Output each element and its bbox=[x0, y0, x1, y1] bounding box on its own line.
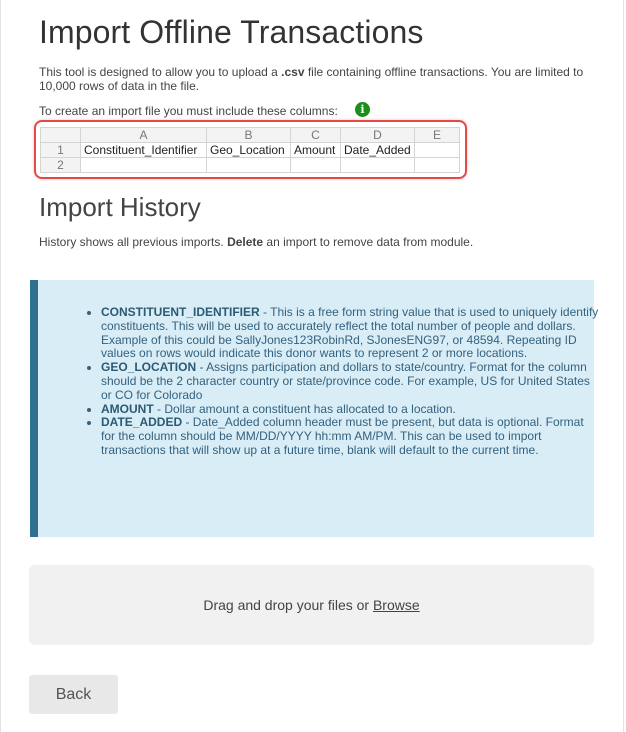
file-dropzone[interactable] bbox=[29, 565, 594, 645]
columns-note: To create an import file you must include these columns: bbox=[39, 104, 338, 118]
column-letter-row bbox=[41, 128, 460, 143]
sample-spreadsheet bbox=[34, 120, 467, 179]
csv-extension: .csv bbox=[281, 65, 305, 79]
page-title: Import Offline Transactions bbox=[39, 14, 424, 50]
header-cell bbox=[415, 143, 460, 158]
column-letter: E bbox=[415, 128, 460, 143]
spreadsheet-row bbox=[41, 143, 460, 158]
empty-cell bbox=[341, 158, 415, 173]
column-definitions-box bbox=[30, 280, 599, 537]
empty-cell bbox=[291, 158, 341, 173]
browse-link[interactable]: Browse bbox=[372, 597, 420, 613]
definition-text: - Date_Added column header must be present, but data is optional. Format for the column should be MM/DD/YYYY hh:mm AM/PM. This can be used to import transactions that will show up at a future time, blank will default to the current time. bbox=[101, 415, 584, 457]
definition-item bbox=[101, 361, 601, 402]
intro-text: This tool is designed to allow you to upload a .csv file containing offline transactions. You are limited to 10,000 rows of data in the file. bbox=[39, 65, 584, 93]
definition-item bbox=[101, 306, 601, 361]
header-cell: Geo_Location bbox=[207, 143, 291, 158]
header-cell: Constituent_Identifier bbox=[81, 143, 207, 158]
corner-cell bbox=[41, 128, 81, 143]
column-letter: B bbox=[207, 128, 291, 143]
dropzone-text: Drag and drop your files or Browse bbox=[203, 597, 420, 613]
definition-term: GEO_LOCATION bbox=[101, 360, 197, 375]
definition-item bbox=[101, 403, 601, 417]
empty-cell bbox=[81, 158, 207, 173]
definition-term: DATE_ADDED bbox=[101, 415, 183, 430]
definition-term: CONSTITUENT_IDENTIFIER bbox=[101, 305, 260, 319]
row-number: 2 bbox=[41, 158, 81, 173]
definition-term: AMOUNT bbox=[101, 401, 154, 416]
delete-keyword: Delete bbox=[227, 235, 264, 249]
info-icon[interactable]: i bbox=[355, 102, 370, 117]
empty-cell bbox=[207, 158, 291, 173]
row-number: 1 bbox=[41, 143, 81, 158]
back-button[interactable]: Back bbox=[29, 675, 118, 714]
definition-text: - This is a free form string value that is used to uniquely identify constituents. This will be used to accurately reflect the total number of people and dollars. Example of this could be SallyJones123RobinRd, SJonesENG97, or 48594. Repeating ID values on rows would indicate this donor wants to represent 2 or more locations. bbox=[101, 305, 599, 361]
column-letter: C bbox=[291, 128, 341, 143]
definition-text: - Dollar amount a constituent has allocated to a location. bbox=[153, 401, 456, 416]
import-history-title: Import History bbox=[39, 192, 201, 222]
header-cell: Date_Added bbox=[341, 143, 415, 158]
column-letter: D bbox=[341, 128, 415, 143]
column-letter: A bbox=[81, 128, 207, 143]
spreadsheet-row bbox=[41, 158, 460, 173]
empty-cell bbox=[415, 158, 460, 173]
definition-text: - Assigns participation and dollars to state/country. Format for the column should be the 2 character country or state/province code. For example, US for United States or CO for Colorado bbox=[101, 360, 590, 402]
spreadsheet-table bbox=[40, 127, 460, 173]
history-note: History shows all previous imports. Delete an import to remove data from module. bbox=[39, 235, 474, 249]
definition-item bbox=[101, 416, 601, 457]
header-cell: Amount bbox=[291, 143, 341, 158]
definitions-list bbox=[71, 306, 601, 458]
